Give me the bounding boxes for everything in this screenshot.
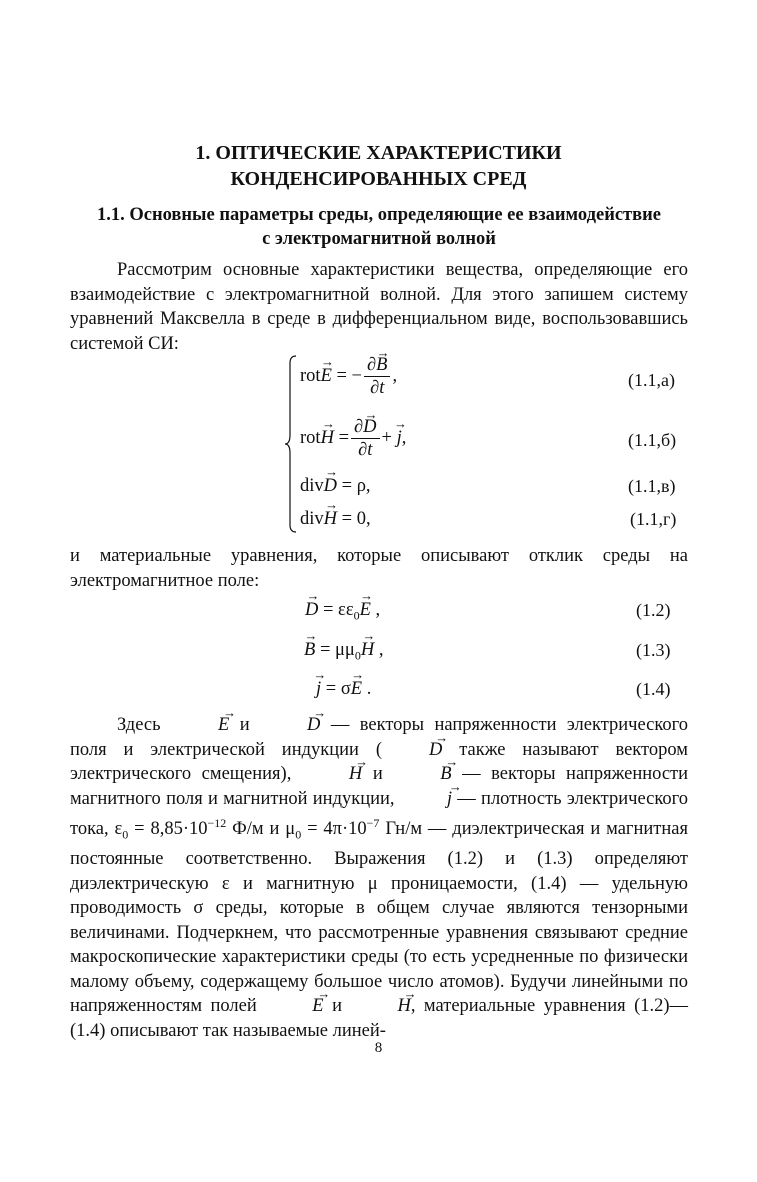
equation-number-1-1a: (1.1,а) (628, 370, 675, 390)
section-title-line-2: с электромагнитной волной (262, 229, 496, 249)
text-segment: и (372, 764, 383, 784)
symbol-D: → D (382, 738, 442, 763)
text-segment: Гн/м — диэлектрическая и магнитная постоянные соответственно. Выражения (1.2) и (1.3) определяют диэлектрическую ε и магнитную μ проницаемости, (1.4) — удельную проводимость σ среды, которые в общем случае являются тензорными величинами. Подчеркнем, что рассмотренные уравнения связывают средние макроскопические характеристики среды (то есть усредненные по физически малому объему, содержащему большое число атомов). Будучи линейными по напряженностям полей (70, 819, 689, 1017)
chapter-title (0, 140, 757, 192)
text-segment: — векторы напряженности магнитного поля и магнитной индукции, (70, 764, 689, 809)
equation-number-1-1d: (1.1,г) (630, 509, 677, 529)
equation-number-1-3: (1.3) (636, 640, 671, 660)
maxwell-equation-d: div→ H = 0, (300, 509, 371, 530)
symbol-H: → H (302, 762, 362, 787)
mu-zero-value: $\mu_0 = 4\pi\cdot 10^{-7}$ (285, 816, 380, 842)
text-segment: Здесь (117, 715, 161, 735)
system-brace (284, 355, 298, 533)
equation-number-1-1b: (1.1,б) (628, 430, 677, 450)
material-equation-1-4: → j = σ→ E . (316, 679, 371, 700)
page-number: 8 (374, 1040, 383, 1056)
chapter-title-line-1: 1. ОПТИЧЕСКИЕ ХАРАКТЕРИСТИКИ (195, 142, 562, 164)
material-intro-paragraph: и материальные уравнения, которые описывают отклик среды на электромагнитное поле: (70, 546, 688, 591)
material-equation-1-2: → $D = \varepsilon\varepsilon_0\to E$ , (305, 600, 380, 624)
symbol-B: → B (393, 762, 451, 787)
symbol-E: → E (265, 994, 323, 1019)
material-equation-1-3: → $B = \mu\mu_0\to H$ , (304, 640, 383, 664)
section-title (70, 203, 688, 251)
maxwell-equation-c: div→ D = ρ, (300, 476, 371, 497)
intro-paragraph: Рассмотрим основные характеристики вещества, определяющие его взаимодействие с электромагнитной волной. Для этого запишем систему уравнений Максвелла в среде в дифференциальном виде, воспользовавшись системой СИ: (70, 260, 688, 354)
symbol-j: → j (400, 787, 452, 812)
text-segment: — плотность электрического тока, (70, 788, 689, 840)
equation-number-1-1c: (1.1,в) (628, 476, 676, 496)
maxwell-equation-b: rot→ H = $\frac{\partial\to D}{\partial t}$ + → j, (300, 416, 406, 461)
section-title-line-1: 1.1. Основные параметры среды, определяющие ее взаимодействие (96, 205, 662, 225)
maxwell-equation-a: rot→ E = − $\frac{\partial\to B}{\partial t}$ , (300, 354, 397, 399)
text-segment: и (332, 996, 342, 1017)
text-segment: и (239, 715, 250, 735)
equation-number-1-2: (1.2) (636, 600, 671, 620)
symbol-H: → H (350, 994, 410, 1019)
chapter-title-line-2: КОНДЕНСИРОВАННЫХ СРЕД (230, 168, 527, 190)
text-segment: также называют вектором электрического смещения), (70, 739, 688, 784)
text-segment: , материальные уравнения (1.2)—(1.4) описывают так называемые линей- (70, 996, 689, 1041)
epsilon-zero-value: $\varepsilon_0 = 8,85\cdot 10^{-12}$ (114, 816, 227, 842)
text-segment: — векторы напряженности электрического поля и электрической индукции ( (70, 715, 689, 760)
explanation-paragraph (70, 713, 688, 1043)
equation-number-1-4: (1.4) (636, 679, 671, 699)
symbol-E: → E (171, 713, 229, 738)
text-segment: Ф/м и (232, 819, 280, 840)
symbol-D: → D (260, 713, 320, 738)
